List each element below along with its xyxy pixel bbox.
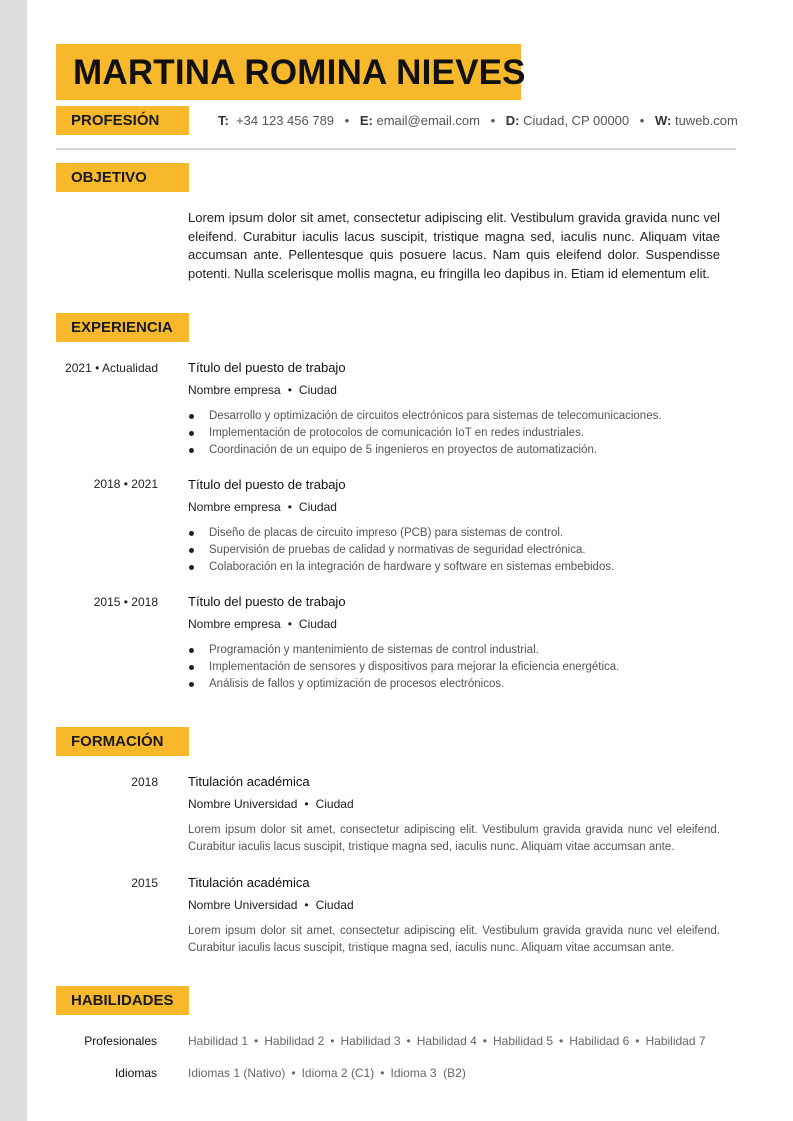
skill-item: Habilidad 4 [416,1034,477,1048]
experience-heading: EXPERIENCIA [71,319,173,336]
company-name: Nombre empresa [188,617,281,631]
email-value[interactable]: email@email.com [376,113,480,128]
professional-skills-list [188,1034,706,1048]
education-date: 2015 [131,876,158,890]
education-tag [56,727,189,756]
job-company-line [188,500,337,514]
skill-item: Habilidad 1 [188,1034,249,1048]
experience-tag [56,313,189,342]
separator: • [380,1066,385,1080]
job-date: 2018 • 2021 [93,477,158,491]
school-line [188,898,354,912]
skills-heading: HABILIDADES [71,992,174,1009]
school-name: Nombre Universidad [188,898,298,912]
company-name: Nombre empresa [188,383,281,397]
contact-separator: • [490,113,496,128]
contact-separator: • [344,113,350,128]
languages-label: Idiomas [114,1066,157,1080]
contact-line [218,113,738,128]
list-item: Colaboración en la integración de hardware y software en sistemas embebidos. [188,559,614,576]
job-company-line [188,617,337,631]
phone-label: T: [218,113,229,128]
skill-item: Habilidad 5 [493,1034,554,1048]
school-line [188,797,354,811]
language-item: Idioma 3 (B2) [390,1066,466,1080]
list-item: Desarrollo y optimización de circuitos electrónicos para sistemas de telecomunicaciones. [188,408,662,425]
list-item: Implementación de sensores y dispositivos para mejorar la eficiencia energética. [188,659,619,676]
separator: • [559,1034,564,1048]
degree-title: Titulación académica [188,875,310,890]
list-item: Implementación de protocolos de comunicación IoT en redes industriales. [188,425,662,442]
left-side-bar [0,0,27,1121]
email-label: E: [359,113,373,128]
contact-separator: • [639,113,645,128]
separator: • [287,500,292,514]
job-title: Título del puesto de trabajo [188,594,346,609]
company-city: Ciudad [298,383,337,397]
language-item: Idiomas 1 (Nativo) [188,1066,286,1080]
separator: • [287,617,292,631]
job-title: Título del puesto de trabajo [188,360,346,375]
school-name: Nombre Universidad [188,797,298,811]
job-tasks-list [188,642,619,693]
job-date: 2015 • 2018 [93,595,158,609]
company-name: Nombre empresa [188,500,281,514]
objective-text: Lorem ipsum dolor sit amet, consectetur adipiscing elit. Vestibulum gravida gravida nunc vel eleifend. Curabitur iaculis lacus suscipit, tristique magna sed, iaculis nunc. Aliquam vitae accumsan ante. Pellentesque quis posuere lacus. Nam quis eleifend dolor. Suspendisse potenti. Nulla scelerisque mollis magna, eu fringilla leo dapibus in. Etiam id elementum elit. [188,210,720,281]
full-name: MARTINA ROMINA NIEVES [73,53,526,92]
degree-description: Lorem ipsum dolor sit amet, consectetur adipiscing elit. Vestibulum gravida gravida nunc vel eleifend. Curabitur iaculis lacus suscipit, tristique magna sed, iaculis nunc. Aliquam vitae accumsan ante. [188,824,720,853]
skill-item: Habilidad 2 [264,1034,325,1048]
degree-title: Titulación académica [188,774,310,789]
school-city: Ciudad [315,898,354,912]
school-city: Ciudad [315,797,354,811]
job-tasks-list [188,408,662,459]
name-banner [56,44,526,100]
languages-list [188,1066,466,1080]
objective-tag [56,163,189,192]
separator: • [304,898,309,912]
language-item: Idioma 2 (C1) [301,1066,375,1080]
separator: • [291,1066,296,1080]
job-tasks-list [188,525,614,576]
job-date: 2021 • Actualidad [65,361,158,375]
separator: • [330,1034,335,1048]
skill-item: Habilidad 3 [340,1034,401,1048]
separator: • [635,1034,640,1048]
profession-label: PROFESIÓN [71,112,160,129]
phone-value: +34 123 456 789 [236,113,335,128]
skills-tag [56,986,189,1015]
separator: • [482,1034,487,1048]
web-value[interactable]: tuweb.com [674,113,738,128]
list-item: Análisis de fallos y optimización de procesos electrónicos. [188,676,619,693]
education-date: 2018 [131,775,158,789]
list-item: Coordinación de un equipo de 5 ingenieros en proyectos de automatización. [188,442,662,459]
web-label: W: [654,113,672,128]
skill-item: Habilidad 7 [645,1034,706,1048]
company-city: Ciudad [298,617,337,631]
job-company-line [188,383,337,397]
separator: • [406,1034,411,1048]
job-title: Título del puesto de trabajo [188,477,346,492]
profession-tag [56,106,189,135]
separator: • [287,383,292,397]
separator: • [254,1034,259,1048]
separator: • [304,797,309,811]
address-value: Ciudad, CP 00000 [523,113,630,128]
list-item: Programación y mantenimiento de sistemas de control industrial. [188,642,619,659]
education-heading: FORMACIÓN [71,733,164,750]
header-divider [56,148,736,150]
objective-heading: OBJETIVO [71,169,147,186]
professional-skills-label: Profesionales [84,1034,157,1048]
list-item: Supervisión de pruebas de calidad y normativas de seguridad electrónica. [188,542,614,559]
degree-description: Lorem ipsum dolor sit amet, consectetur adipiscing elit. Vestibulum gravida gravida nunc vel eleifend. Curabitur iaculis lacus suscipit, tristique magna sed, iaculis nunc. Aliquam vitae accumsan ante. [188,925,720,954]
skill-item: Habilidad 6 [569,1034,630,1048]
company-city: Ciudad [298,500,337,514]
address-label: D: [505,113,520,128]
list-item: Diseño de placas de circuito impreso (PCB) para sistemas de control. [188,525,614,542]
